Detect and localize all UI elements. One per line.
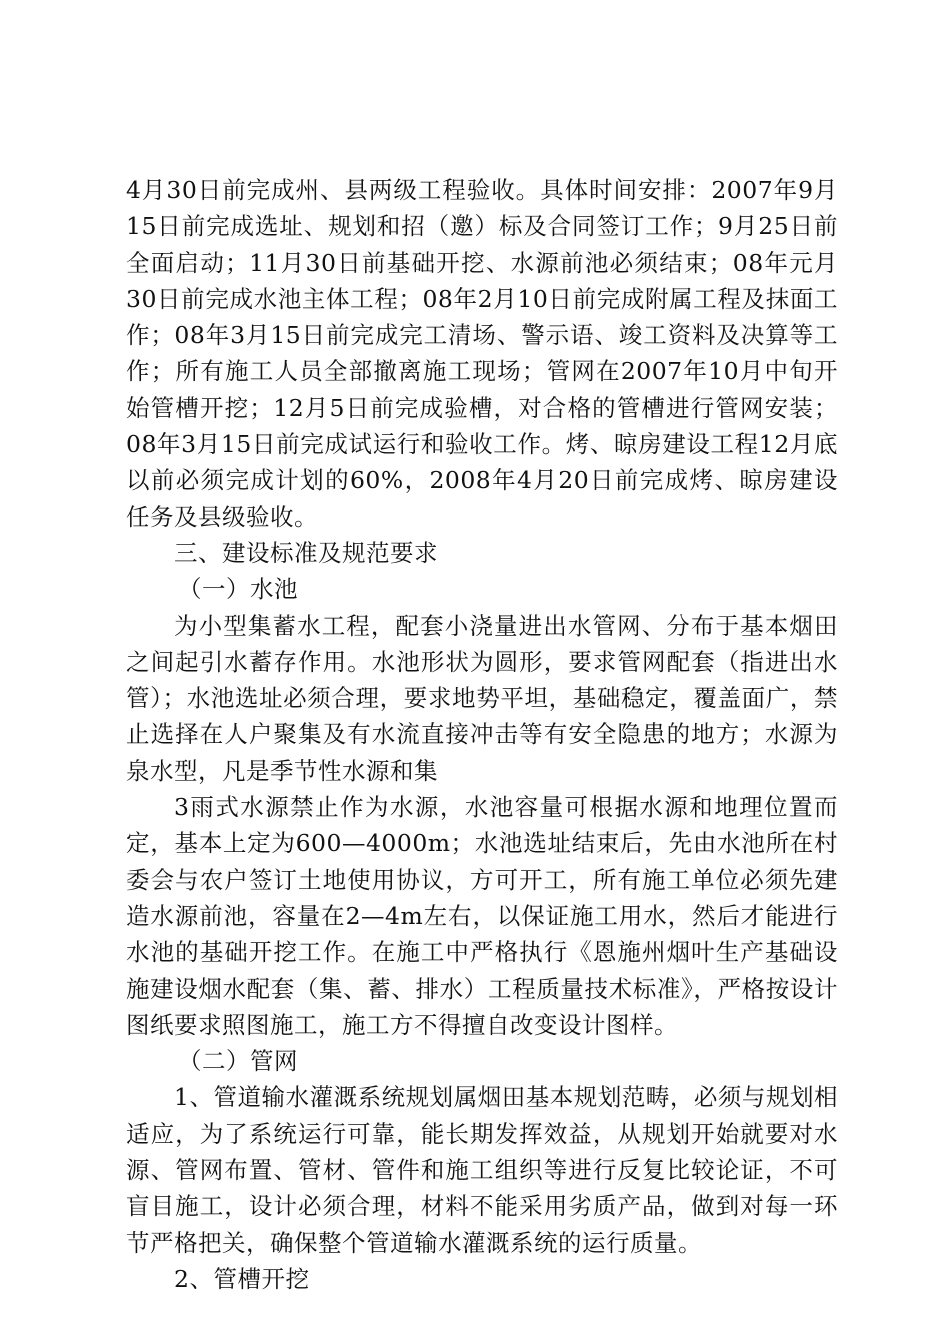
section-heading-standards: 三、建设标准及规范要求 <box>174 538 438 567</box>
pool-description-paragraph: 为小型集蓄水工程，配套小浇量进出水管网、分布于基本烟田之间起引水蓄存作用。水池形状为圆形，要求管网配套（指进出水管）；水池选址必须合理，要求地势平坦，基础稳定，覆盖面广，禁止选择在人户聚集及有水流直接冲击等有安全隐患的地方；水源为泉水型，凡是季节性水源和集 <box>126 611 838 785</box>
document-body <box>126 172 838 1297</box>
schedule-paragraph: 4月30日前完成州、县两级工程验收。具体时间安排：2007年9月15日前完成选址、规划和招（邀）标及合同签订工作；9月25日前全面启动；11月30日前基础开挖、水源前池必须结束；08年元月30日前完成水池主体工程；08年2月10日前完成附属工程及抹面工作；08年3月15日前完成完工清场、警示语、竣工资料及决算等工作；所有施工人员全部撤离施工现场；管网在2007年10月中旬开始管槽开挖；12月5日前完成验槽，对合格的管槽进行管网安装；08年3月15日前完成试运行和验收工作。烤、晾房建设工程12月底以前必须完成计划的60%，2008年4月20日前完成烤、晾房建设任务及县级验收。 <box>126 176 838 531</box>
pool-requirements-paragraph: 3雨式水源禁止作为水源，水池容量可根据水源和地理位置而定，基本上定为600—4000m；水池选址结束后，先由水池所在村委会与农户签订土地使用协议，方可开工，所有施工单位必须先建造水源前池，容量在2—4m左右，以保证施工用水，然后才能进行水池的基础开挖工作。在施工中严格执行《恩施州烟叶生产基础设施建设烟水配套（集、蓄、排水）工程质量技术标准》，严格按设计图纸要求照图施工，施工方不得擅自改变设计图样。 <box>126 793 838 1039</box>
pipe-planning-paragraph: 1、管道输水灌溉系统规划属烟田基本规划范畴，必须与规划相适应，为了系统运行可靠，能长期发挥效益，从规划开始就要对水源、管网布置、管材、管件和施工组织等进行反复比较论证，不可盲目施工，设计必须合理，材料不能采用劣质产品，做到对每一环节严格把关，确保整个管道输水灌溉系统的运行质量。 <box>126 1083 838 1257</box>
subsection-heading-pipe-network: （二）管网 <box>178 1047 298 1076</box>
subsection-heading-pool: （一）水池 <box>178 575 298 604</box>
trench-excavation-heading: 2、管槽开挖 <box>174 1264 310 1293</box>
